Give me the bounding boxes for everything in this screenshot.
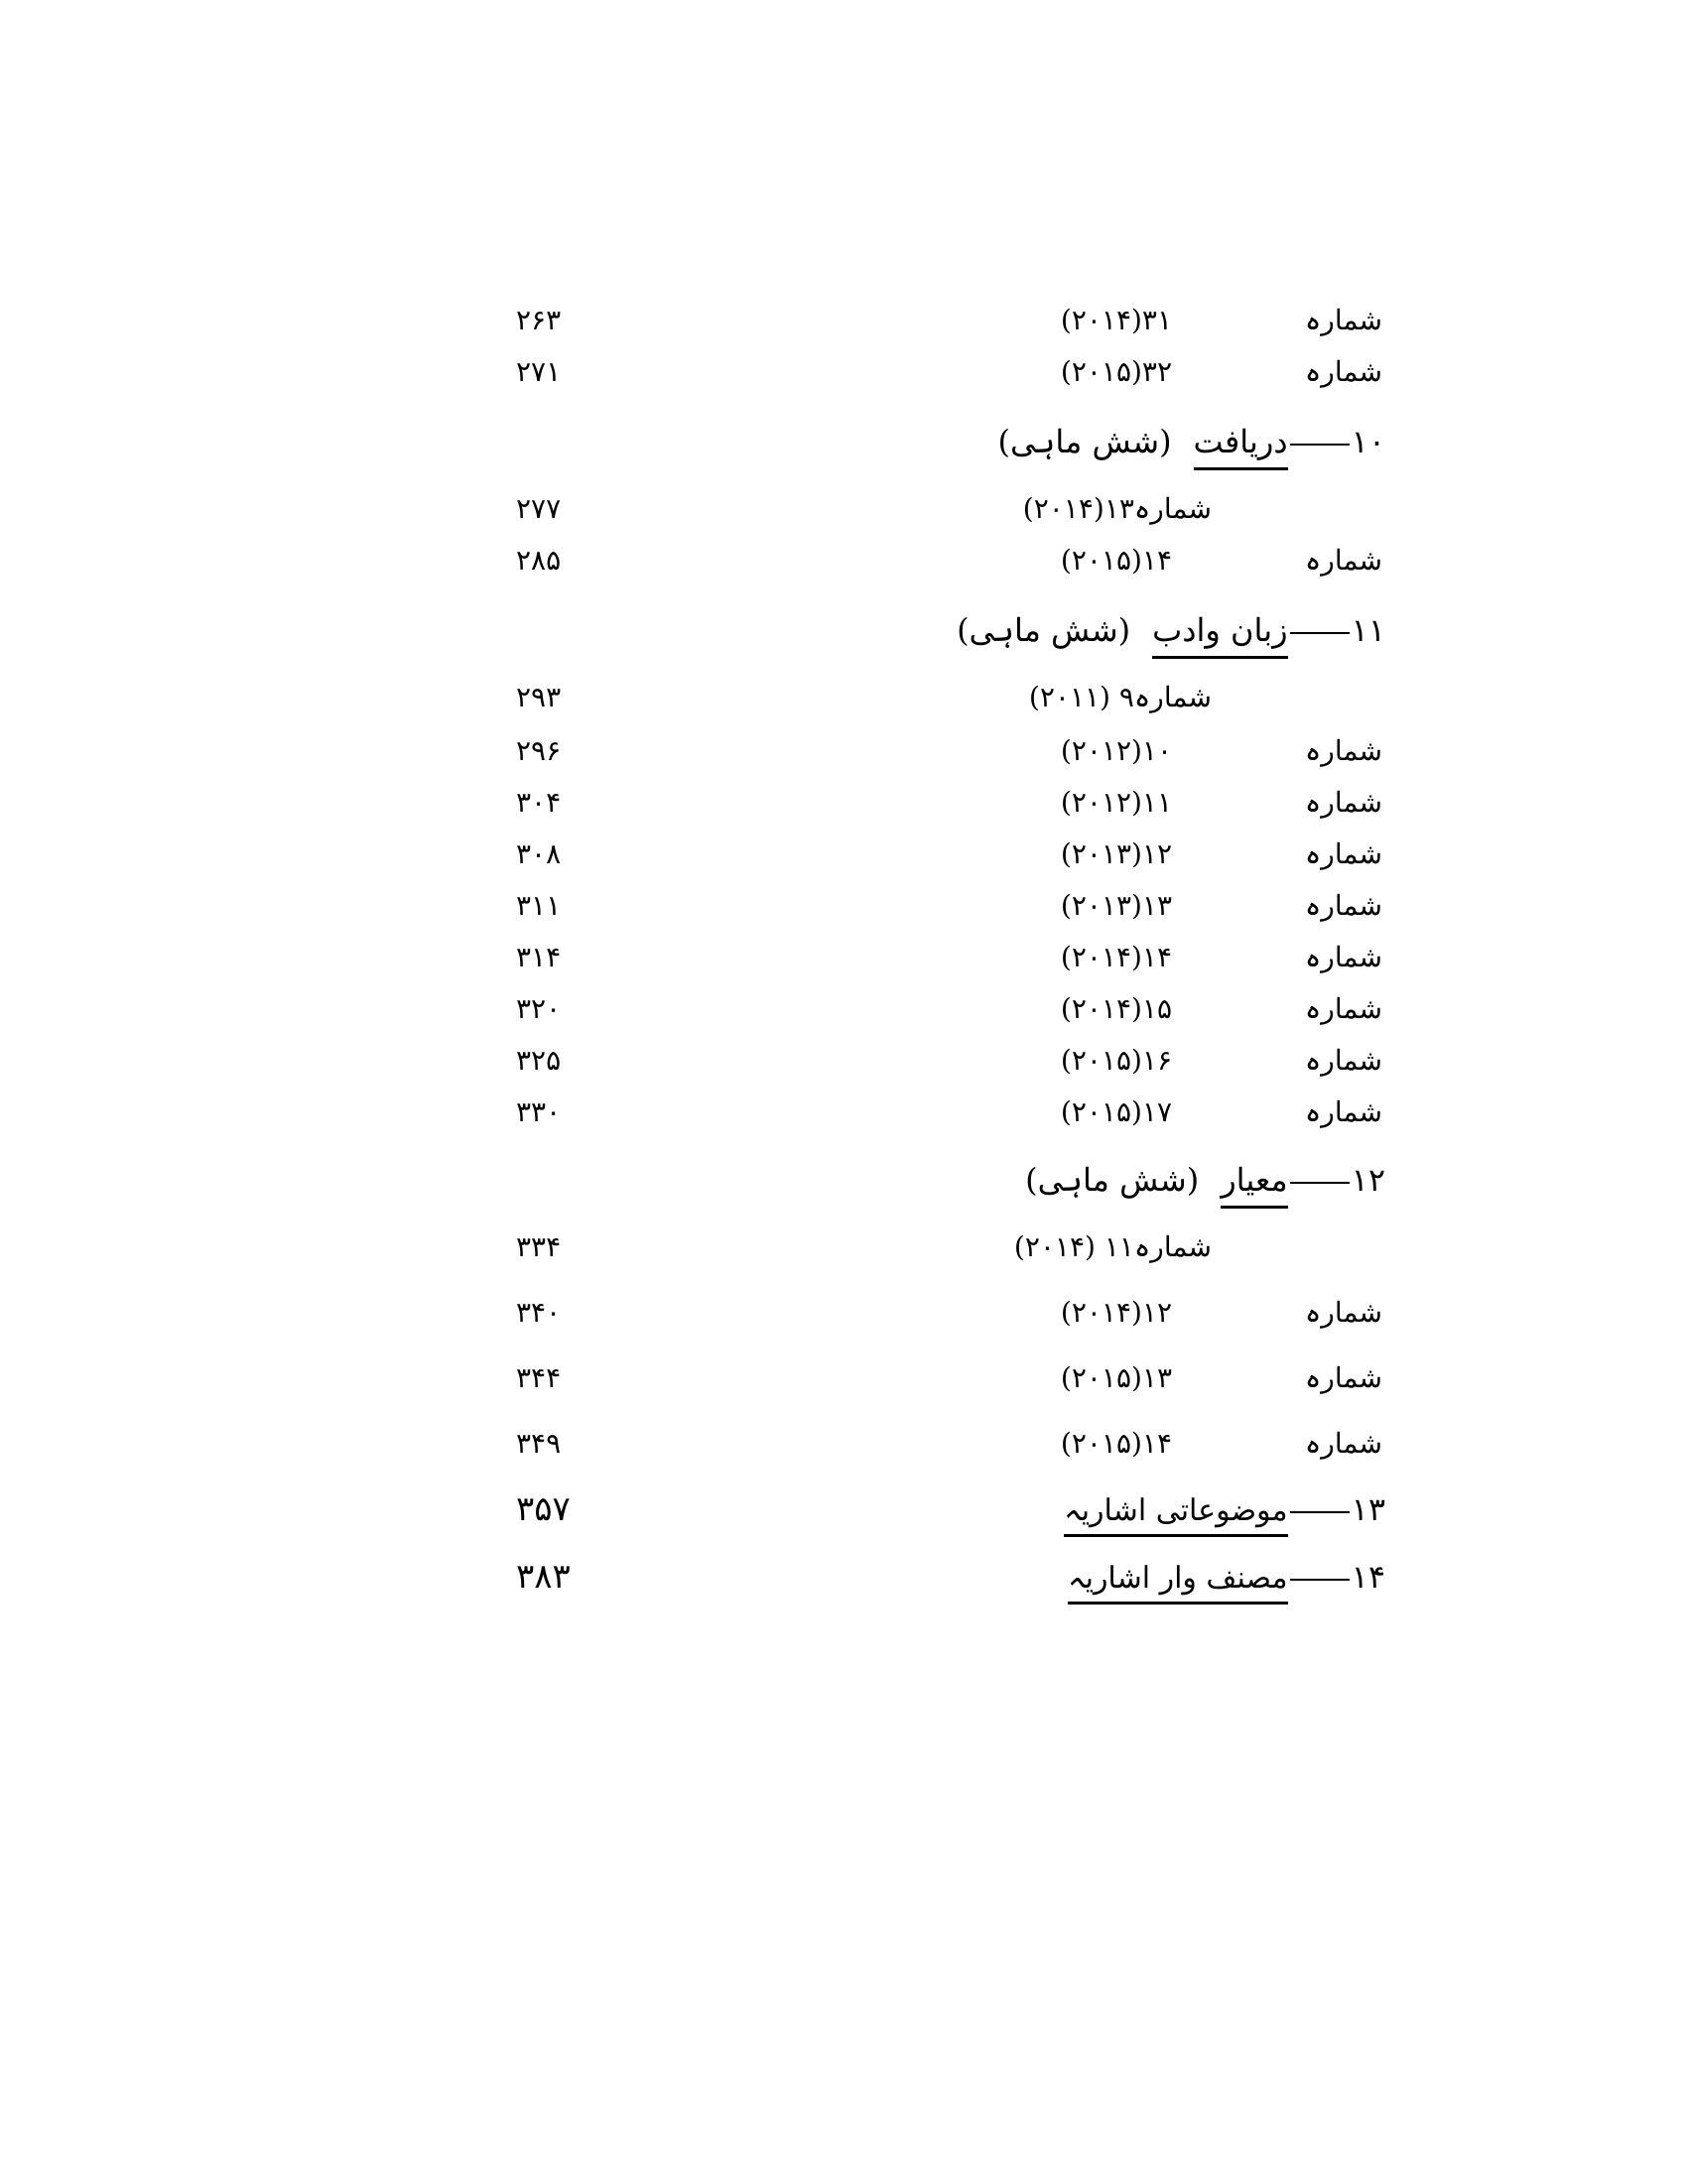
page-number: ۳۸۳ <box>516 1557 571 1597</box>
dash-line <box>1290 1182 1350 1184</box>
page-number: ۳۱۴ <box>516 941 562 973</box>
section-title: معیار <box>1221 1160 1287 1209</box>
issue-label: شمارہ <box>1304 786 1382 819</box>
dash-line <box>1290 1511 1350 1513</box>
section-subtitle: (شش ماہی) <box>997 423 1172 460</box>
section-number: ۱۴ <box>1351 1558 1385 1596</box>
heading-content <box>997 415 1385 468</box>
section-subtitle: (شش ماہی) <box>1025 1161 1200 1199</box>
page-number: ۳۳۴ <box>516 1230 562 1263</box>
issue-label: شمارہ <box>1304 355 1382 388</box>
page-number: ۳۴۴ <box>516 1361 562 1394</box>
issue-row <box>0 1034 1688 1088</box>
issue-row <box>0 724 1688 778</box>
issue-label: شمارہ <box>1304 1361 1382 1394</box>
section-title: دریافت <box>1194 422 1288 470</box>
issue-row <box>0 345 1688 399</box>
page-number: ۲۷۱ <box>516 355 562 388</box>
issue-number: ۱۳(۲۰۱۳) <box>1060 889 1172 922</box>
page-number: ۳۲۵ <box>516 1044 562 1077</box>
issue-label: شمارہ <box>1304 941 1382 973</box>
heading-content <box>1025 1153 1385 1207</box>
section-number: ۱۳ <box>1351 1490 1385 1528</box>
issue-label: شمارہ <box>1304 1095 1382 1128</box>
section-number: ۱۰ <box>1351 423 1385 460</box>
issue-row <box>0 776 1688 830</box>
section-number: ۱۱ <box>1351 611 1385 649</box>
index-heading <box>0 1482 1688 1536</box>
issue-number: ۱۴(۲۰۱۵) <box>1060 1427 1172 1460</box>
page-number: ۲۸۵ <box>516 544 562 577</box>
issue-number: ۱۱(۲۰۱۲) <box>1060 786 1172 819</box>
page-number: ۲۹۳ <box>516 681 562 713</box>
issue-label: شمارہ <box>1304 992 1382 1025</box>
page-number: ۲۹۶ <box>516 734 562 767</box>
issue-number: ۱۶(۲۰۱۵) <box>1060 1044 1172 1077</box>
issue-number: ۳۲(۲۰۱۵) <box>1060 355 1172 388</box>
issue-row <box>0 294 1688 347</box>
issue-label: شمارہ <box>1304 1044 1382 1077</box>
issue-number: ۱۴(۲۰۱۴) <box>1060 941 1172 973</box>
issue-row <box>0 1286 1688 1340</box>
page-number: ۳۴۰ <box>516 1296 562 1329</box>
issue-row <box>0 1086 1688 1139</box>
issue-label: شمارہ <box>1304 837 1382 870</box>
page-number: ۲۷۷ <box>516 492 562 525</box>
section-subtitle: (شش ماہی) <box>957 611 1131 649</box>
page-number: ۳۲۰ <box>516 992 562 1025</box>
issue-row <box>0 828 1688 881</box>
page-number: ۳۱۱ <box>516 889 562 922</box>
page-number: ۳۳۰ <box>516 1095 562 1128</box>
issue-number: شمارہ۹ (۲۰۱۱) <box>1028 681 1212 713</box>
issue-label: شمارہ <box>1304 889 1382 922</box>
issue-label: شمارہ <box>1304 734 1382 767</box>
page-number: ۳۰۸ <box>516 837 562 870</box>
section-heading <box>0 603 1688 657</box>
issue-number: ۱۲(۲۰۱۳) <box>1060 837 1172 870</box>
section-title: مصنف وار اشاریہ <box>1068 1559 1288 1605</box>
issue-number: شمارہ۱۱ (۲۰۱۴) <box>1013 1230 1212 1263</box>
dash-line <box>1290 632 1350 634</box>
issue-number: ۱۲(۲۰۱۴) <box>1060 1296 1172 1329</box>
issue-number: ۳۱(۲۰۱۴) <box>1060 304 1172 336</box>
issue-row <box>0 1417 1688 1471</box>
issue-row <box>0 1351 1688 1405</box>
heading-content <box>957 603 1385 657</box>
page-number: ۳۵۷ <box>516 1489 571 1529</box>
issue-number: ۱۷(۲۰۱۵) <box>1060 1095 1172 1128</box>
issue-row <box>0 534 1688 587</box>
issue-number: ۱۰(۲۰۱۲) <box>1060 734 1172 767</box>
issue-row <box>0 482 1688 536</box>
issue-label: شمارہ <box>1304 304 1382 336</box>
issue-number: ۱۵(۲۰۱۴) <box>1060 992 1172 1025</box>
dash-line <box>1290 444 1350 446</box>
index-heading <box>0 1550 1688 1604</box>
dash-line <box>1290 1579 1350 1581</box>
issue-row <box>0 671 1688 724</box>
issue-row <box>0 982 1688 1036</box>
section-title: زبان وادب <box>1152 610 1288 659</box>
page-number: ۲۶۳ <box>516 304 562 336</box>
section-title: موضوعاتی اشاریہ <box>1064 1491 1288 1537</box>
issue-row <box>0 1220 1688 1274</box>
page-number: ۳۰۴ <box>516 786 562 819</box>
issue-label: شمارہ <box>1304 544 1382 577</box>
issue-row <box>0 931 1688 984</box>
issue-row <box>0 879 1688 933</box>
page-number: ۳۴۹ <box>516 1427 562 1460</box>
issue-number: ۱۳(۲۰۱۵) <box>1060 1361 1172 1394</box>
heading-content <box>1068 1550 1385 1604</box>
section-heading <box>0 1153 1688 1207</box>
issue-label: شمارہ <box>1304 1296 1382 1329</box>
issue-label: شمارہ <box>1304 1427 1382 1460</box>
section-heading <box>0 415 1688 468</box>
issue-number: شمارہ۱۳(۲۰۱۴) <box>1022 492 1212 525</box>
heading-content <box>1064 1482 1385 1536</box>
issue-number: ۱۴(۲۰۱۵) <box>1060 544 1172 577</box>
section-number: ۱۲ <box>1351 1161 1385 1199</box>
